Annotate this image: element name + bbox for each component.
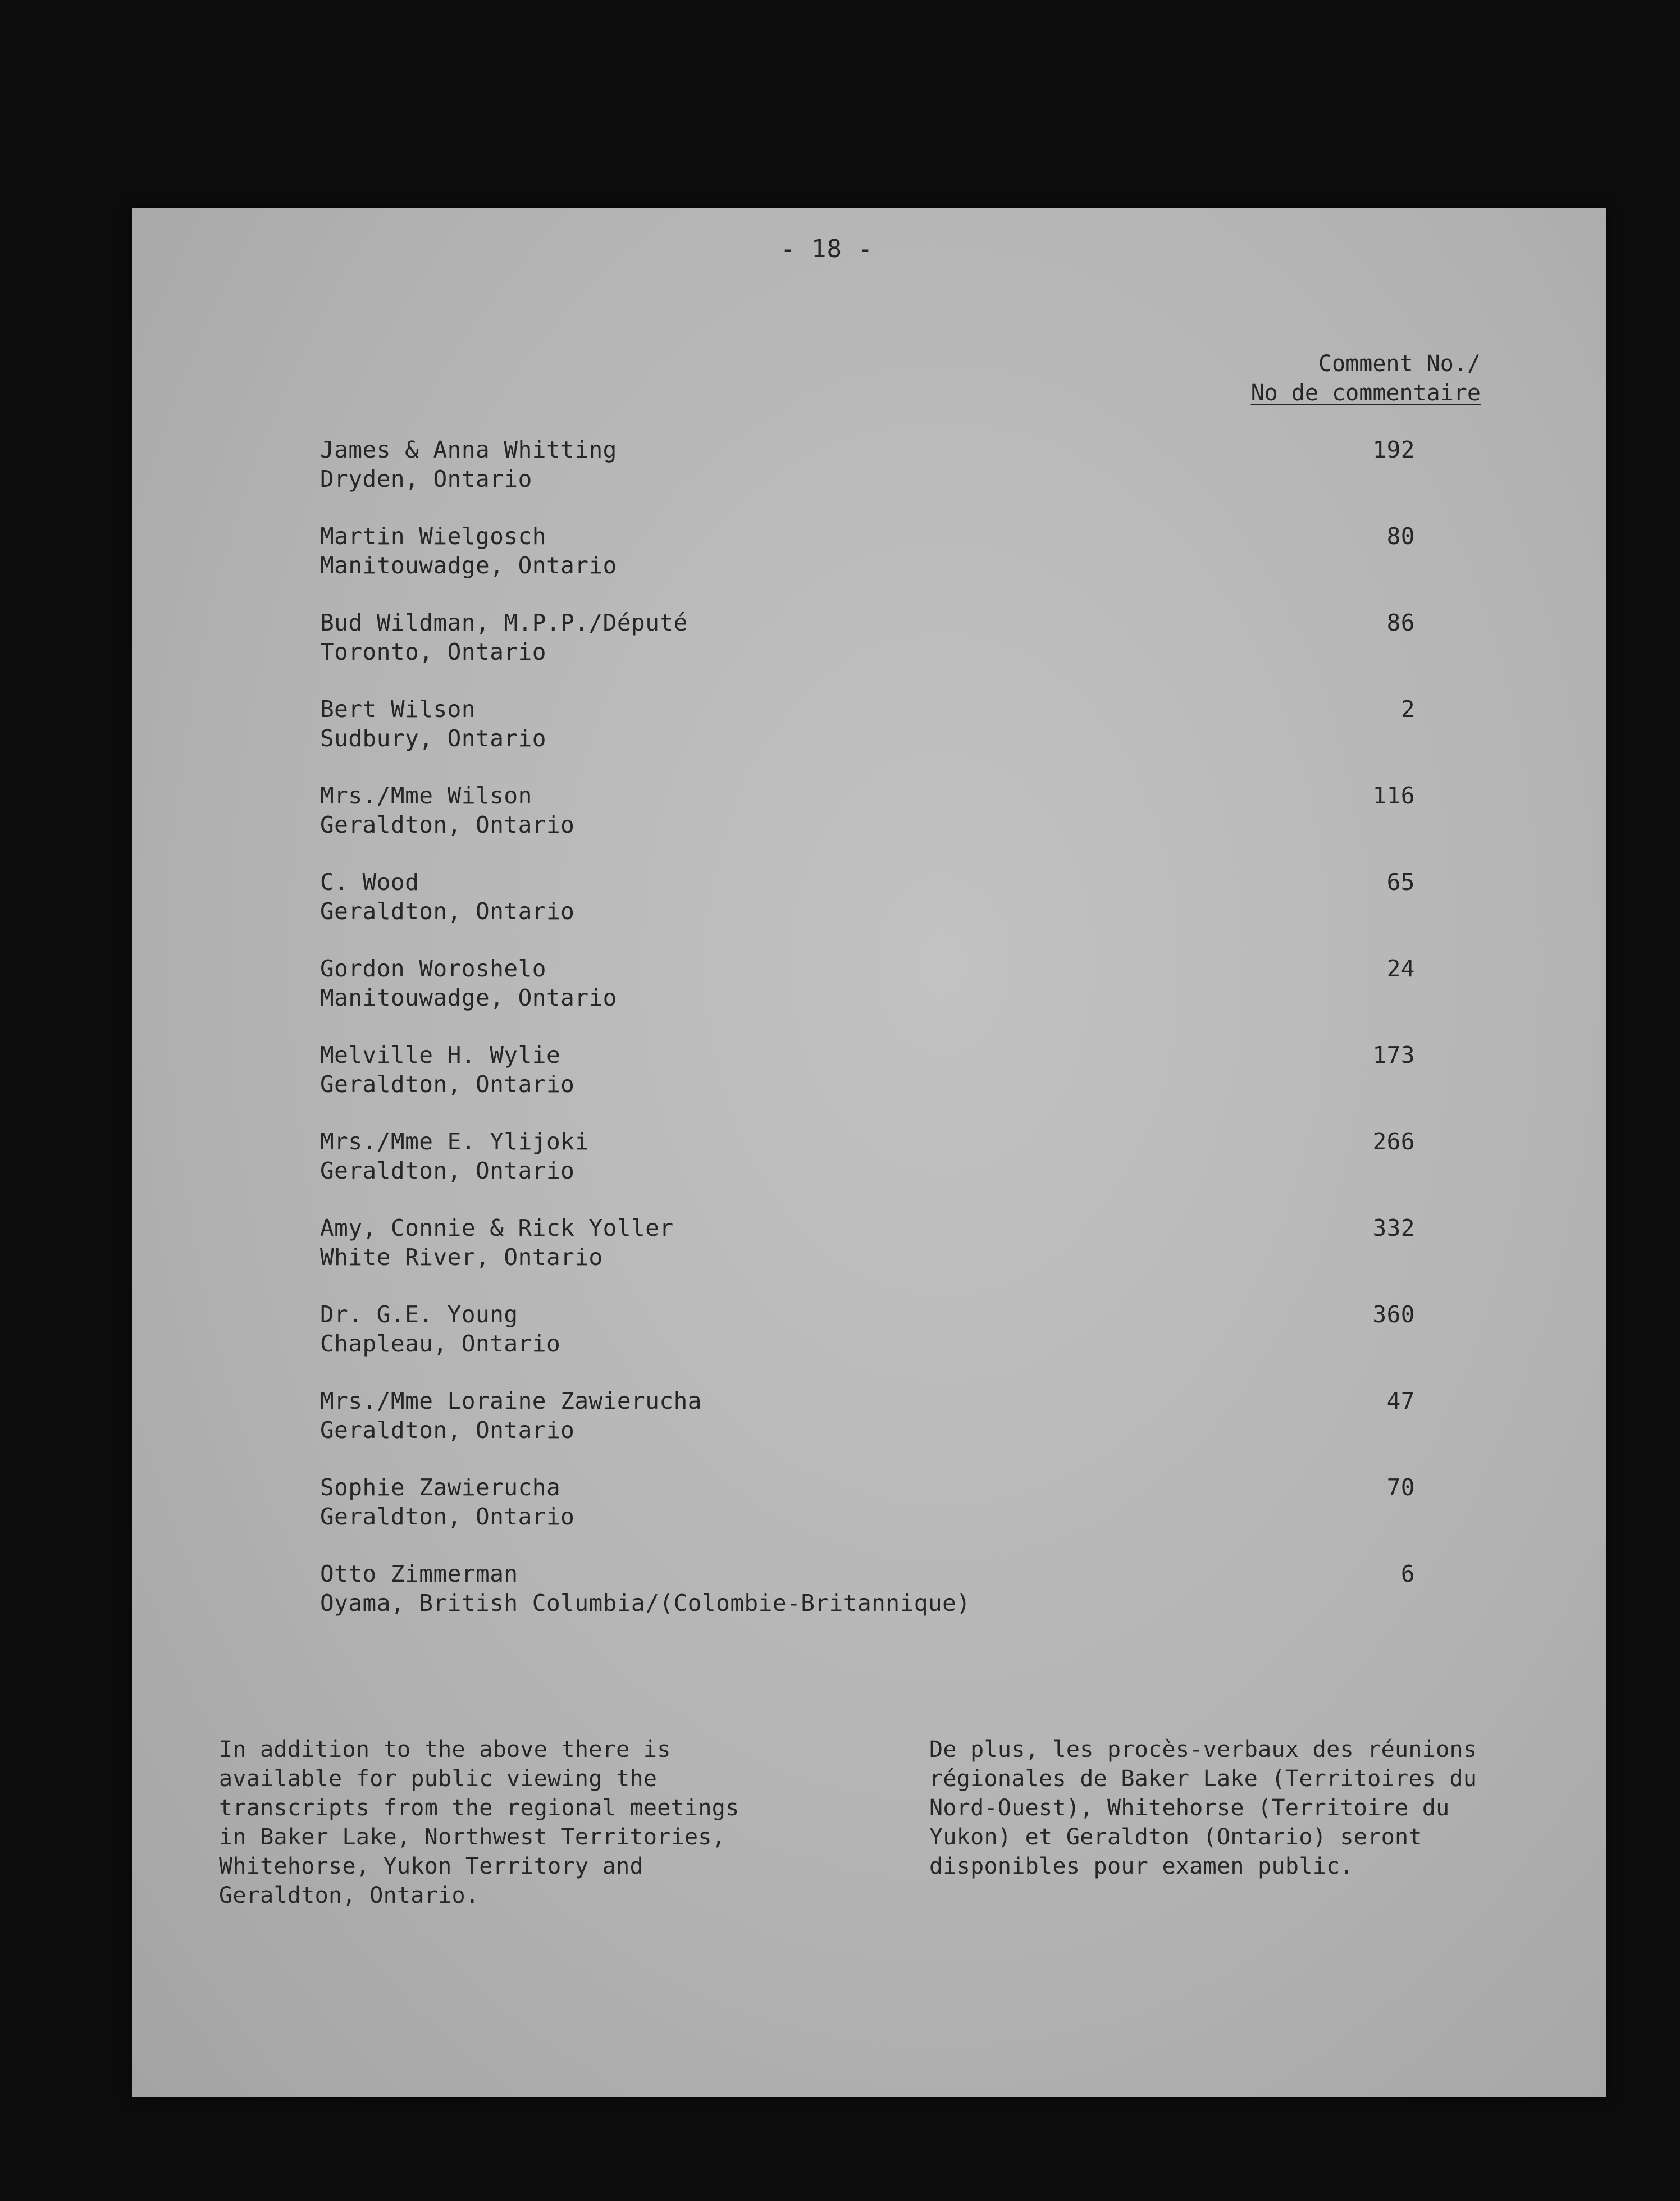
list-item <box>320 867 1415 954</box>
commenter-location: Geraldton, Ontario <box>320 898 575 925</box>
comment-number: 65 <box>1386 869 1415 896</box>
commenter-name: Bud Wildman, M.P.P./Député <box>320 609 688 636</box>
comment-number: 266 <box>1372 1128 1415 1155</box>
commenter-location: Oyama, British Columbia/(Colombie-Britannique) <box>320 1590 971 1616</box>
comment-number: 173 <box>1372 1042 1415 1068</box>
commenter-name: Mrs./Mme E. Ylijoki <box>320 1128 589 1155</box>
comment-number: 192 <box>1372 436 1415 463</box>
list-item <box>320 695 1415 781</box>
list-item <box>320 435 1415 522</box>
commenter-location: Manitouwadge, Ontario <box>320 984 617 1011</box>
commenter-location: Manitouwadge, Ontario <box>320 552 617 579</box>
list-item <box>320 522 1415 608</box>
list-item <box>320 608 1415 695</box>
commenter-location: Geraldton, Ontario <box>320 1071 575 1098</box>
commenter-location: Chapleau, Ontario <box>320 1330 561 1357</box>
commenter-name: Otto Zimmerman <box>320 1560 518 1587</box>
comment-number-header <box>1098 349 1481 408</box>
page-number: - 18 - <box>780 235 873 263</box>
commenter-location: White River, Ontario <box>320 1244 603 1271</box>
commenter-name: C. Wood <box>320 869 419 896</box>
document-page <box>132 208 1606 2097</box>
commenter-location: Geraldton, Ontario <box>320 1157 575 1184</box>
commenter-name: Amy, Connie & Rick Yoller <box>320 1214 674 1241</box>
commenter-name: Sophie Zawierucha <box>320 1474 561 1501</box>
footnote-english: In addition to the above there is available for public viewing the transcripts from the regional meetings in Baker Lake, Northwest Territories, Whitehorse, Yukon Territory and Geraldton, Ontario. <box>219 1737 739 1908</box>
list-item <box>320 1386 1415 1473</box>
list-item <box>320 1473 1415 1559</box>
list-item <box>320 781 1415 867</box>
commenter-location: Dryden, Ontario <box>320 465 532 492</box>
commenter-location: Sudbury, Ontario <box>320 725 546 752</box>
commenter-location: Geraldton, Ontario <box>320 811 575 838</box>
list-item <box>320 1213 1415 1300</box>
list-item <box>320 1300 1415 1386</box>
comment-number: 2 <box>1400 696 1415 723</box>
comment-number: 80 <box>1386 523 1415 550</box>
commenter-name: Bert Wilson <box>320 696 476 723</box>
comment-number: 86 <box>1386 609 1415 636</box>
commenter-list <box>320 435 1415 1646</box>
commenter-location: Toronto, Ontario <box>320 638 546 665</box>
commenter-name: James & Anna Whitting <box>320 436 617 463</box>
list-item <box>320 1559 1415 1646</box>
commenter-name: Dr. G.E. Young <box>320 1301 518 1328</box>
commenter-name: Gordon Woroshelo <box>320 955 546 982</box>
commenter-name: Mrs./Mme Wilson <box>320 782 532 809</box>
commenter-location: Geraldton, Ontario <box>320 1417 575 1444</box>
commenter-name: Mrs./Mme Loraine Zawierucha <box>320 1387 702 1414</box>
header-line-french: No de commentaire <box>1250 380 1481 406</box>
comment-number: 47 <box>1386 1387 1415 1414</box>
commenter-location: Geraldton, Ontario <box>320 1503 575 1530</box>
header-line-english: Comment No./ <box>1318 351 1481 377</box>
list-item <box>320 1127 1415 1213</box>
commenter-name: Martin Wielgosch <box>320 523 546 550</box>
commenter-name: Melville H. Wylie <box>320 1042 561 1068</box>
footnote-french: De plus, les procès-verbaux des réunions régionales de Baker Lake (Territoires du Nord-Ouest), Whitehorse (Territoire du Yukon) et Geraldton (Ontario) seront disponibles pour examen public. <box>929 1737 1477 1879</box>
comment-number: 24 <box>1386 955 1415 982</box>
comment-number: 332 <box>1372 1214 1415 1241</box>
comment-number: 6 <box>1400 1560 1415 1587</box>
comment-number: 360 <box>1372 1301 1415 1328</box>
comment-number: 70 <box>1386 1474 1415 1501</box>
comment-number: 116 <box>1372 782 1415 809</box>
list-item <box>320 954 1415 1040</box>
list-item <box>320 1040 1415 1127</box>
